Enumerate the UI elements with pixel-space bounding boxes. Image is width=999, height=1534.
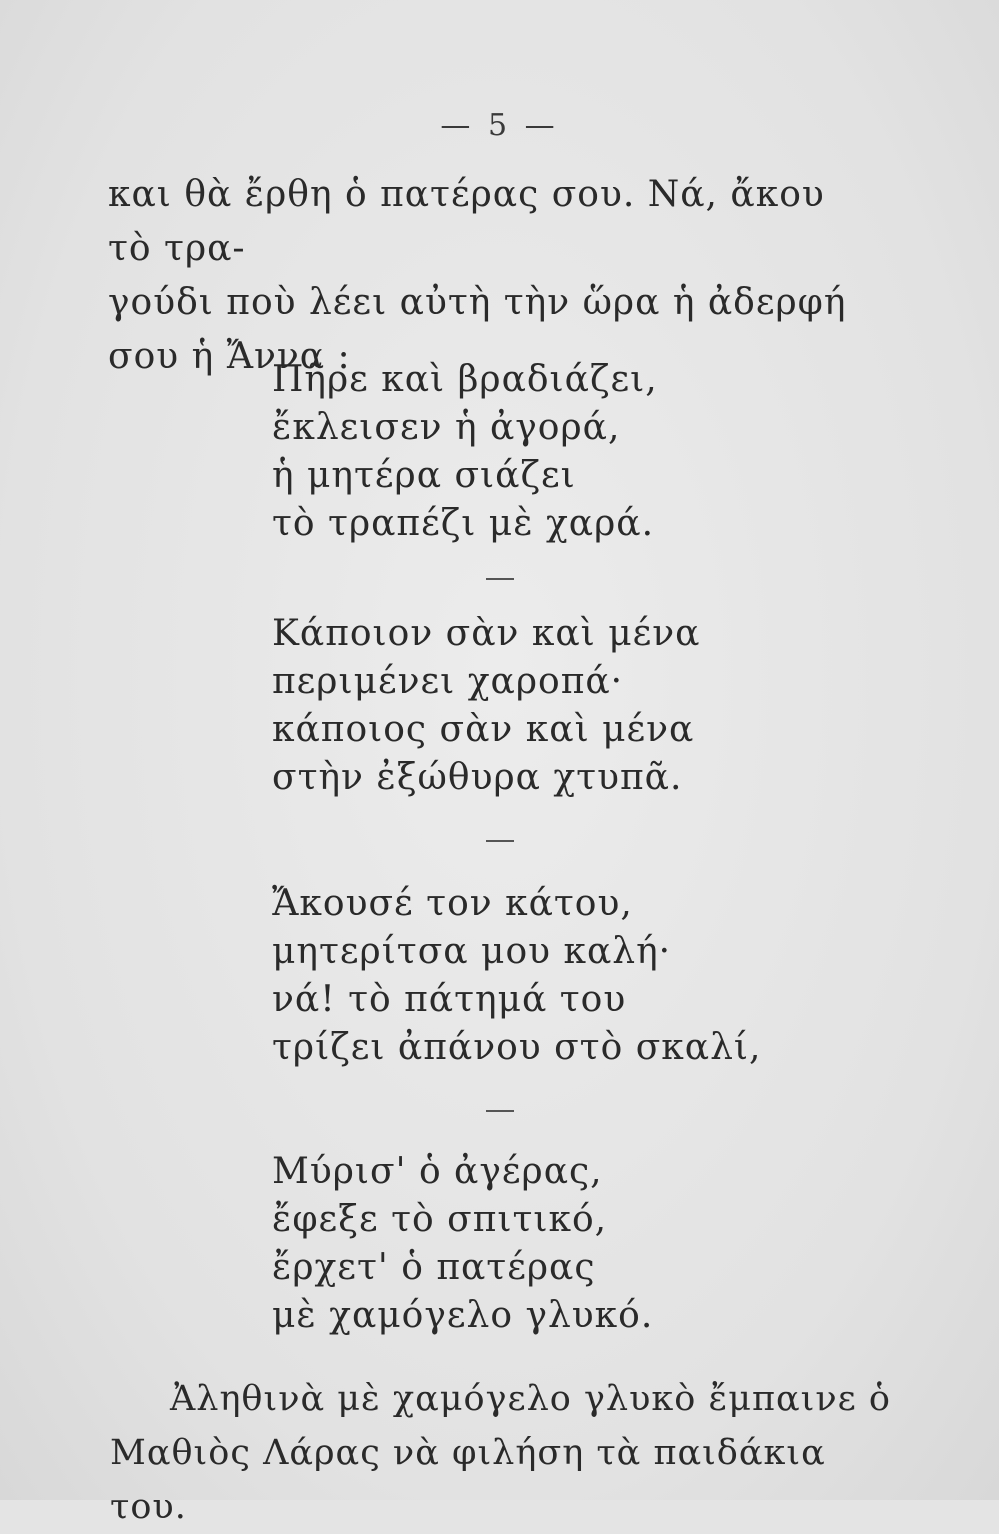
stanza-separator [486,840,514,842]
intro-line: και θὰ ἔρθη ὁ πατέρας σου. Νά, ἄκου τὸ τρα- [108,174,825,269]
page-number: — 5 — [440,108,559,143]
stanza-3 [272,880,832,1072]
stanza-2 [272,610,832,802]
closing-paragraph [110,1372,900,1534]
stanza-separator [486,578,514,580]
verse-line: Κάποιον σὰν καὶ μένα [272,613,701,654]
verse-line: περιμένει χαροπά· [272,661,624,702]
verse-line: ἔρχετ' ὁ πατέρας [272,1247,596,1288]
stanza-1 [272,356,832,548]
verse-line: ἔφεξε τὸ σπιτικό, [272,1199,608,1240]
verse-line: ἔκλεισεν ἡ ἀγορά, [272,407,621,448]
stanza-4 [272,1148,832,1340]
verse-line: στὴν ἐξώθυρα χτυπᾶ. [272,757,683,798]
intro-paragraph [108,168,878,384]
verse-line: νά! τὸ πάτημά του [272,979,627,1020]
verse-line: Πῆρε καὶ βραδιάζει, [272,359,658,400]
verse-line: ἡ μητέρα σιάζει [272,455,576,496]
intro-line: γούδι ποὺ λέει αὐτὴ τὴν ὥρα ἡ ἀδερφή [108,282,847,323]
verse-line: Μύρισ' ὁ ἀγέρας, [272,1151,603,1192]
verse-line: τὸ τραπέζι μὲ χαρά. [272,503,655,544]
closing-line: Μαθιὸς Λάρας νὰ φιλήση τὰ παιδάκια του. [110,1433,826,1527]
verse-line: μητερίτσα μου καλή· [272,931,672,972]
closing-line: Ἀληθινὰ μὲ χαμόγελο γλυκὸ ἔμπαινε ὁ [170,1379,891,1419]
intro-line: σου ἡ Ἄννα : [108,336,351,377]
verse-line: κάποιος σὰν καὶ μένα [272,709,695,750]
verse-line: μὲ χαμόγελο γλυκό. [272,1295,654,1336]
verse-line: τρίζει ἀπάνου στὸ σκαλί, [272,1027,762,1068]
verse-line: Ἄκουσέ τον κάτου, [272,883,633,924]
stanza-separator [486,1110,514,1112]
